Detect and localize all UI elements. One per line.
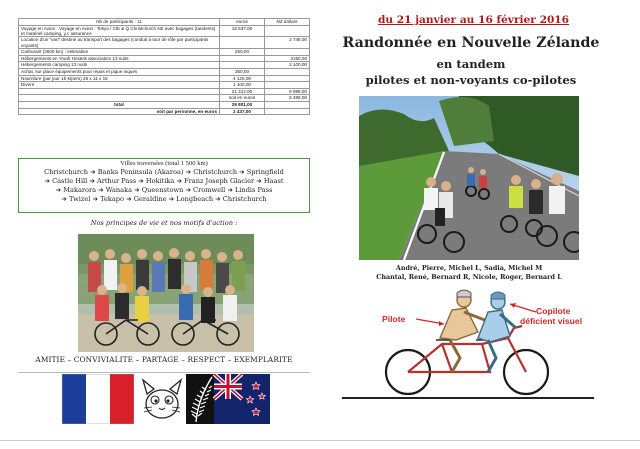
row-label: Hébergements camping 13 nuits: [19, 62, 220, 69]
copilote-label: Copilote: [536, 306, 571, 316]
row-nzd: [265, 69, 310, 76]
tandem-ride-photo: [359, 96, 579, 260]
row-euros: 21 312,00: [220, 88, 265, 95]
france-flag-icon: [62, 374, 134, 424]
divider: [0, 440, 640, 441]
row-label: Hébergements en Youth Hostels association 13 nuits: [19, 55, 220, 62]
row-label: Carburant (2600 km) : estimation: [19, 49, 220, 56]
total-label: total: [19, 101, 220, 108]
row-nzd: 5 489,00: [265, 95, 310, 102]
subtitle-tandem: en tandem: [436, 57, 506, 71]
per-person-value: 2 437,00: [220, 108, 265, 115]
row-euros: 15 537,00: [220, 25, 265, 37]
villes-title: Villes traversées (total 1 500 km): [120, 160, 208, 167]
row-euros: 4 125,00: [220, 75, 265, 82]
table-row: [19, 88, 310, 95]
total-row: [19, 101, 310, 108]
row-label: [19, 88, 220, 95]
table-row: [19, 62, 310, 69]
row-label: Achat, sur place équipements pour repas et pique niques: [19, 69, 220, 76]
row-euros: 250,00: [220, 49, 265, 56]
table-row: [19, 55, 310, 62]
villes-line: ➔ Makarora ➔ Wanaka ➔ Queenstown ➔ Cromwell ➔ Lindis Pass: [55, 186, 273, 194]
villes-box: [18, 158, 310, 213]
table-row: [19, 49, 310, 56]
villes-line: ➔ Twizel ➔ Tekapo ➔ Geraldine ➔ Longbeach ➔ Christchurch: [61, 195, 267, 203]
participants-line: Chantal, René, Bernard R, Nicole, Roger, Bernard L: [376, 273, 562, 281]
tandem-illustration: [360, 282, 600, 398]
budget-table: [18, 18, 310, 115]
row-euros: soit en euros: [220, 95, 265, 102]
subtitle-pilots: pilotes et non-voyants co-pilotes: [365, 73, 577, 87]
row-nzd: [265, 25, 310, 37]
page-title: Randonnée en Nouvelle Zélande: [342, 35, 600, 51]
divider: [18, 372, 310, 373]
row-nzd: 4150,00: [265, 55, 310, 62]
row-nzd: [265, 82, 310, 89]
deficient-visuel-label: déficient visuel: [520, 316, 583, 326]
row-nzd: [265, 49, 310, 56]
villes-line: ➔ Castle Hill ➔ Arthur Pass ➔ Hokitika ➔ Franz Joseph Glacier ➔ Haast: [44, 177, 284, 185]
table-row: [19, 25, 310, 37]
row-nzd: 8 998,00: [265, 88, 310, 95]
per-person-label: soit par personne, en euros: [19, 108, 220, 115]
table-row: [19, 82, 310, 89]
row-label: Location d'un "van" destiné au transport des bagages (conduit à tour de rôle par participants voyants): [19, 37, 220, 49]
pilote-label: Pilote: [382, 314, 406, 324]
row-label: Nourriture (par jour 15 €/pers) 25 x 11 x 15: [19, 75, 220, 82]
divider: [342, 397, 594, 399]
table-header-row: [19, 19, 310, 26]
table-row: [19, 95, 310, 102]
row-label: Divers: [19, 82, 220, 89]
table-row: [19, 69, 310, 76]
mascot-logo-icon: [138, 374, 186, 424]
row-euros: 350,00: [220, 69, 265, 76]
table-row: [19, 75, 310, 82]
row-nzd: [265, 75, 310, 82]
row-label: [19, 95, 220, 102]
header-participants: Nb de participants : 11: [19, 19, 220, 26]
header-nz-dollars: NZ dollars: [265, 19, 310, 26]
row-nzd: 2 100,00: [265, 62, 310, 69]
row-euros: [220, 62, 265, 69]
row-nzd: 2 748,00: [265, 37, 310, 49]
row-euros: [220, 55, 265, 62]
per-person-row: [19, 108, 310, 115]
principes-heading: Nos principes de vie et nos motifs d'action :: [90, 219, 238, 227]
group-photo: [78, 234, 254, 352]
nz-fern-flag-icon: [186, 374, 270, 424]
row-euros: [220, 37, 265, 49]
row-euros: 1 100,00: [220, 82, 265, 89]
participants-line: André, Pierre, Michel L, Sadia, Michel M: [395, 264, 543, 272]
total-value: 26 801,00: [220, 101, 265, 108]
trip-dates: du 21 janvier au 16 février 2016: [378, 14, 570, 26]
values-line: AMITIE – CONVIVIALITE – PARTAGE – RESPECT – EXEMPLARITE: [35, 355, 293, 364]
row-label: Voyage en Avion : Voyage en Avion : Tokyo / Ctb & Q Christchurch NZ avec bagages (tandems) et matériel camping, y.c assurance: [19, 25, 220, 37]
header-euros: euros: [220, 19, 265, 26]
villes-line: Christchurch ➔ Banks Peninsula (Akaroa) ➔ Christchurch ➔ Springfield: [44, 168, 284, 176]
table-row: [19, 37, 310, 49]
